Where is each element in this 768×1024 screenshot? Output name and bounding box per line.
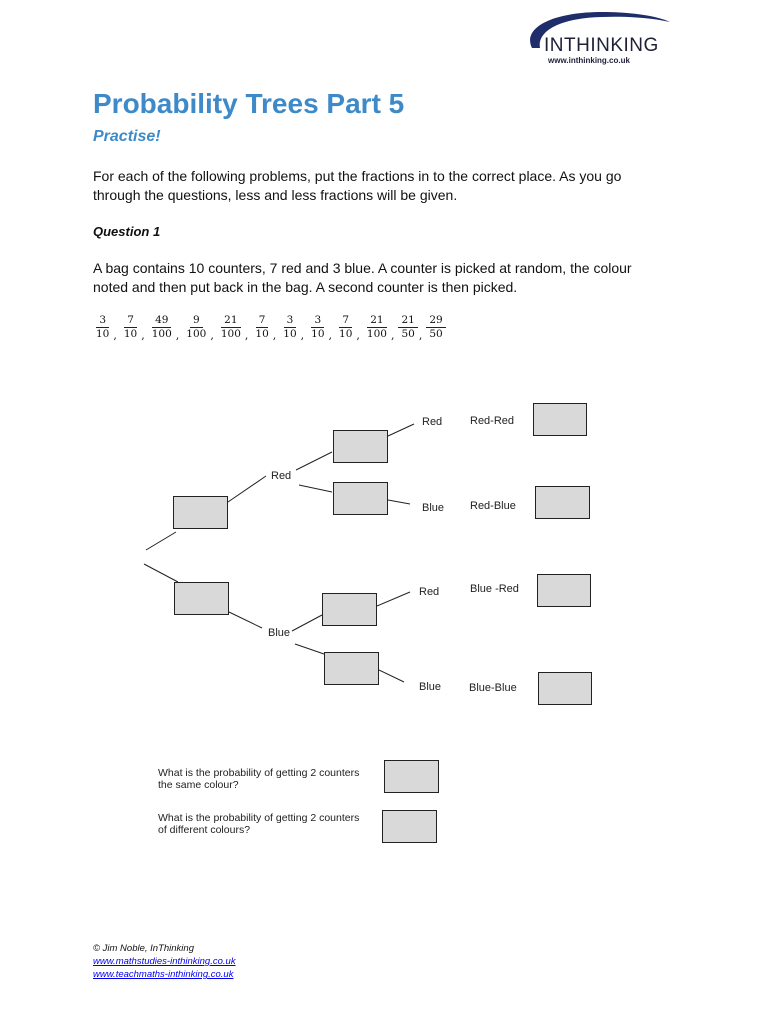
fraction <box>398 314 417 341</box>
fraction-numerator: 7 <box>339 314 352 328</box>
fraction-separator: , <box>356 329 360 342</box>
second-red-label-2: Red <box>419 586 440 598</box>
outcome-blue-red-label: Blue -Red <box>470 583 519 595</box>
red-then-blue-box[interactable] <box>333 482 388 515</box>
fraction-numerator: 3 <box>284 314 297 328</box>
blue-then-red-box[interactable] <box>322 593 377 626</box>
first-blue-label: Blue <box>268 627 291 639</box>
second-blue-label-2: Blue <box>419 681 442 693</box>
outcome-blue-red-box[interactable] <box>537 574 591 607</box>
fraction-numerator: 7 <box>256 314 269 328</box>
fraction <box>218 314 244 341</box>
second-blue-label-1: Blue <box>422 502 445 514</box>
first-blue-box[interactable] <box>174 582 229 615</box>
fraction-numerator: 7 <box>124 314 137 328</box>
fraction-separator: , <box>328 329 333 342</box>
fraction-denominator: 100 <box>186 328 207 340</box>
outcome-red-blue-box[interactable] <box>535 486 590 519</box>
logo-name: INTHINKING <box>544 35 659 56</box>
question-text: A bag contains 10 counters, 7 red and 3 blue. A counter is picked at random, the colour noted and then put back in the bag. A second counter is then picked. <box>93 260 632 295</box>
fraction-list <box>93 314 446 342</box>
fraction-numerator: 49 <box>152 314 171 328</box>
logo-url: www.inthinking.co.uk <box>548 56 630 65</box>
fraction-separator: , <box>175 329 180 342</box>
fraction-numerator: 3 <box>311 314 324 328</box>
fraction <box>364 314 390 341</box>
page-subtitle: Practise! <box>93 128 161 145</box>
different-colour-answer-box[interactable] <box>382 810 437 843</box>
probability-tree <box>0 390 768 710</box>
fraction-denominator: 10 <box>96 328 110 340</box>
fraction <box>121 314 140 341</box>
copyright: © Jim Noble, InThinking <box>93 943 194 954</box>
fraction-denominator: 10 <box>255 328 269 340</box>
inthinking-logo <box>512 8 672 70</box>
fraction-denominator: 10 <box>123 328 138 340</box>
fraction <box>252 314 271 341</box>
fraction-denominator: 10 <box>311 328 325 340</box>
same-colour-answer-box[interactable] <box>384 760 439 793</box>
fraction-separator: , <box>300 329 305 342</box>
mathstudies-link[interactable]: www.mathstudies-inthinking.co.uk <box>93 956 236 967</box>
fraction-denominator: 100 <box>151 328 172 340</box>
outcome-red-red-label: Red-Red <box>470 415 515 427</box>
fraction-denominator: 10 <box>283 328 297 340</box>
fraction-separator: , <box>244 329 249 342</box>
fraction <box>183 314 209 341</box>
fraction-denominator: 50 <box>401 328 415 340</box>
same-colour-question: What is the probability of getting 2 counters the same colour? <box>158 767 360 791</box>
outcome-blue-blue-label: Blue-Blue <box>469 682 517 694</box>
first-red-label: Red <box>271 470 292 482</box>
fraction-denominator: 10 <box>339 328 353 340</box>
fraction-numerator: 29 <box>426 314 445 328</box>
fraction-separator: , <box>272 329 277 342</box>
page-title: Probability Trees Part 5 <box>93 88 405 119</box>
red-then-red-box[interactable] <box>333 430 388 463</box>
fraction-numerator: 3 <box>96 314 109 328</box>
question-heading: Question 1 <box>93 224 161 239</box>
first-red-box[interactable] <box>173 496 228 529</box>
fraction-separator: , <box>390 329 395 342</box>
different-colour-question: What is the probability of getting 2 counters of different colours? <box>158 812 360 836</box>
fraction <box>93 314 112 341</box>
intro-paragraph: For each of the following problems, put the fractions in to the correct place. As you go through the questions, less and less fractions will be given. <box>93 168 622 203</box>
fraction-denominator: 50 <box>429 328 443 340</box>
teachmaths-link[interactable]: www.teachmaths-inthinking.co.uk <box>93 969 234 980</box>
fraction-separator: , <box>113 329 117 342</box>
blue-then-blue-box[interactable] <box>324 652 379 685</box>
fraction-numerator: 21 <box>221 314 240 328</box>
fraction-separator: , <box>210 329 214 342</box>
second-red-label-1: Red <box>422 416 443 428</box>
outcome-blue-blue-box[interactable] <box>538 672 592 705</box>
footer <box>93 942 236 981</box>
fraction-denominator: 100 <box>366 328 387 340</box>
fraction-numerator: 21 <box>367 314 386 328</box>
fraction <box>149 314 175 341</box>
fraction-denominator: 100 <box>220 328 241 340</box>
fraction-separator: , <box>141 329 145 342</box>
fraction <box>426 314 445 341</box>
outcome-red-red-box[interactable] <box>533 403 587 436</box>
fraction <box>280 314 299 341</box>
fraction-separator: , <box>418 329 423 342</box>
fraction-numerator: 21 <box>398 314 417 328</box>
outcome-red-blue-label: Red-Blue <box>470 500 516 512</box>
fraction <box>308 314 327 341</box>
fraction <box>336 314 355 341</box>
fraction-numerator: 9 <box>190 314 203 328</box>
